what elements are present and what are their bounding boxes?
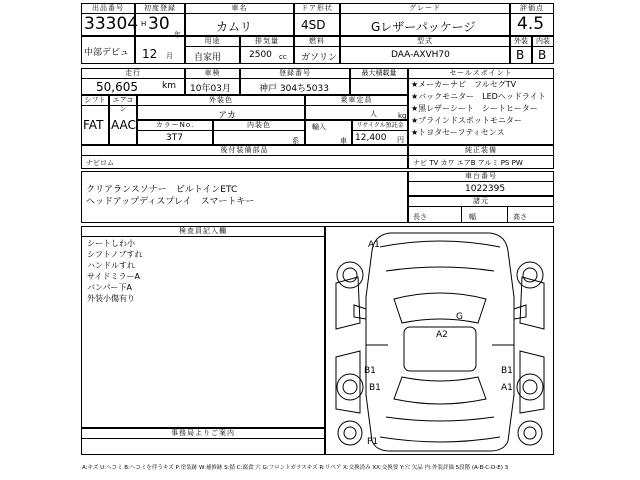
- genuine-equipment-label: 純正装備: [409, 146, 553, 156]
- exterior-grade: B: [516, 48, 525, 62]
- venue: 中部デビュ: [84, 48, 130, 58]
- era: H: [141, 20, 147, 28]
- ac-cell: [109, 95, 137, 145]
- inspector-notes-label: 検査員記入欄: [82, 227, 324, 237]
- car-name-label: 車名: [186, 4, 293, 14]
- inspection: 10年03月: [190, 84, 231, 94]
- genuine-equipment: ナビ TV カワ エアB アルミ PS PW: [413, 159, 523, 167]
- specs-label: 諸元: [409, 197, 553, 207]
- max-load-cell: [350, 68, 408, 95]
- mark-B1-left-door: B1: [364, 366, 376, 376]
- grade-cell: [340, 3, 510, 36]
- mark-A1-right-rear: A1: [501, 383, 513, 393]
- venue-cell: [81, 36, 135, 64]
- month-suffix: 月: [166, 52, 173, 60]
- interior-grade: B: [538, 48, 547, 62]
- color-number: 3T7: [166, 133, 183, 143]
- shift-label: シフト: [82, 96, 108, 106]
- chassis-label: 車台番号: [409, 172, 553, 182]
- shift: FAT: [83, 118, 104, 132]
- aftermarket-cell: [81, 145, 408, 169]
- displacement-label: 排気量: [241, 37, 293, 47]
- mileage-label: 走行: [82, 69, 184, 79]
- model-label: 型式: [341, 37, 509, 47]
- load-unit: kg: [398, 112, 407, 120]
- selling-point: ★バックモニター LEDヘッドライト: [411, 92, 546, 101]
- mileage-unit: km: [162, 81, 176, 91]
- score-cell: [510, 3, 554, 36]
- recycle-fee: 12,400: [355, 133, 387, 143]
- inspector-note: バンパー下A: [87, 283, 132, 292]
- interior-grade-cell: [532, 36, 554, 64]
- inspector-note: サイドミラーA: [87, 272, 140, 281]
- model-cell: [340, 36, 510, 64]
- exterior-grade-label: 外装: [511, 37, 531, 47]
- use-cell: [185, 36, 240, 64]
- interior-color-cell: [213, 120, 305, 145]
- color-number-label: カラーNo.: [138, 121, 212, 131]
- exterior-grade-cell: [510, 36, 532, 64]
- registration-month: 12: [142, 47, 158, 61]
- inspector-note: 外装小傷有り: [87, 294, 135, 303]
- lot-number: 33304: [84, 14, 139, 34]
- score-label: 評価点: [511, 4, 553, 14]
- lot-label: 出品番号: [82, 4, 134, 14]
- office-notice-cell: [81, 428, 325, 455]
- chassis-number: 1022395: [465, 184, 506, 194]
- exterior-color: アカ: [218, 111, 236, 121]
- equipment-line: ヘッドアップディスプレイ スマートキー: [86, 197, 255, 207]
- car-name: カムリ: [216, 20, 253, 34]
- capacity-cell: [305, 95, 408, 120]
- selling-point: ★トヨタセーフティセンス: [411, 128, 505, 137]
- exterior-color-cell: [137, 95, 305, 120]
- grade: Gレザーパッケージ: [371, 20, 476, 34]
- aftermarket: ナビロム: [86, 159, 114, 167]
- shift-cell: [81, 95, 109, 145]
- door-cell: [294, 3, 340, 36]
- mileage-cell: [81, 68, 185, 95]
- inspection-cell: [185, 68, 240, 95]
- selling-points-cell: [408, 68, 554, 145]
- grade-label: グレード: [341, 4, 509, 14]
- inspector-note: シフトノブすれ: [87, 250, 143, 259]
- mark-B1-right: B1: [501, 366, 513, 376]
- score: 4.5: [517, 14, 545, 34]
- mark-B1-left-rear: B1: [369, 383, 381, 393]
- genuine-equipment-cell: [408, 145, 554, 169]
- capacity-unit: 人: [370, 110, 377, 118]
- selling-point: ★メーカーナビ フルセグTV: [411, 80, 517, 89]
- legend-footer: A:キズ U:ヘコミ B:ヘコミを伴うキズ P:塗装跡 W:補修跡 S:錆 C:腐食 穴 G:フロントガラスキズ R:リペア X:交換済み XX:交換要 Y:穴 欠品 内:外装評価 5段階 (A-B-C-D-E) 3: [82, 465, 509, 471]
- inspection-label: 車検: [186, 69, 239, 79]
- registration-year: 30: [148, 14, 170, 34]
- use-label: 用途: [186, 37, 239, 47]
- ac-label: エアコン: [110, 96, 136, 106]
- plate-cell: [240, 68, 350, 95]
- first-registration-label: 初度登録: [136, 4, 184, 14]
- width-label: 幅: [469, 213, 476, 221]
- chassis-cell: [408, 171, 554, 196]
- selling-points-label: セールスポイント: [409, 69, 553, 79]
- equipment-line: クリアランスソナー ビルトインETC: [86, 185, 238, 195]
- equipment-cell: [81, 171, 408, 223]
- fuel: ガソリン: [301, 53, 338, 63]
- office-notice-label: 事務局よりご案内: [82, 429, 324, 439]
- mark-A2-roof: A2: [436, 330, 448, 340]
- displacement: 2500: [249, 50, 272, 60]
- fuel-cell: [294, 36, 340, 64]
- selling-point: ★ブラインドスポットモニター: [411, 116, 522, 125]
- length-label: 長さ: [413, 213, 427, 221]
- door-type: 4SD: [301, 18, 326, 32]
- color-number-cell: [137, 120, 213, 145]
- first-registration-cell: [135, 3, 185, 39]
- mark-A1-front-left: A1: [368, 240, 380, 250]
- exterior-color-label: 外装色: [138, 96, 304, 106]
- recycle-unit: 円: [397, 136, 404, 144]
- use: 自家用: [194, 53, 222, 63]
- capacity-label: 乗車定員: [306, 96, 407, 106]
- car-diagram: [328, 227, 553, 455]
- door-label: ドア形状: [295, 4, 339, 14]
- lot-number-cell: [81, 3, 139, 36]
- import-label: 輸入: [312, 123, 326, 131]
- inspector-note: シートしわ小: [87, 239, 135, 248]
- year-suffix: 年: [174, 31, 181, 39]
- plate-label: 登録番号: [241, 69, 349, 79]
- plate: 神戸 304ち5033: [259, 84, 329, 94]
- mark-G-windshield: G: [456, 312, 463, 322]
- car-name-cell: [185, 3, 294, 36]
- recycle-cell: [352, 120, 408, 145]
- interior-unit: 系: [292, 137, 299, 145]
- specs-cell: [408, 196, 554, 223]
- selling-points-list: [411, 79, 546, 139]
- inspector-note: ハンドルすれ: [87, 261, 135, 270]
- displacement-unit: cc: [279, 53, 287, 61]
- aftermarket-label: 後付装備部品: [82, 146, 407, 156]
- inspector-notes-cell: [81, 226, 325, 428]
- interior-color-label: 内装色: [214, 121, 304, 131]
- selling-point: ★黒レザーシート シートヒーター: [411, 104, 538, 113]
- import-value: 車: [340, 137, 347, 145]
- max-load-label: 最大積載量: [351, 69, 407, 79]
- model: DAA-AXVH70: [391, 50, 450, 60]
- ac: AAC: [111, 118, 136, 132]
- recycle-label: リサイクル預託金: [353, 121, 407, 131]
- mark-P1-rear: P1: [367, 437, 379, 447]
- month-cell: [135, 36, 185, 64]
- fuel-label: 燃料: [295, 37, 339, 47]
- interior-grade-label: 内装: [533, 37, 553, 47]
- mileage: 50,605: [96, 80, 138, 94]
- displacement-cell: [240, 36, 294, 64]
- height-label: 高さ: [513, 213, 527, 221]
